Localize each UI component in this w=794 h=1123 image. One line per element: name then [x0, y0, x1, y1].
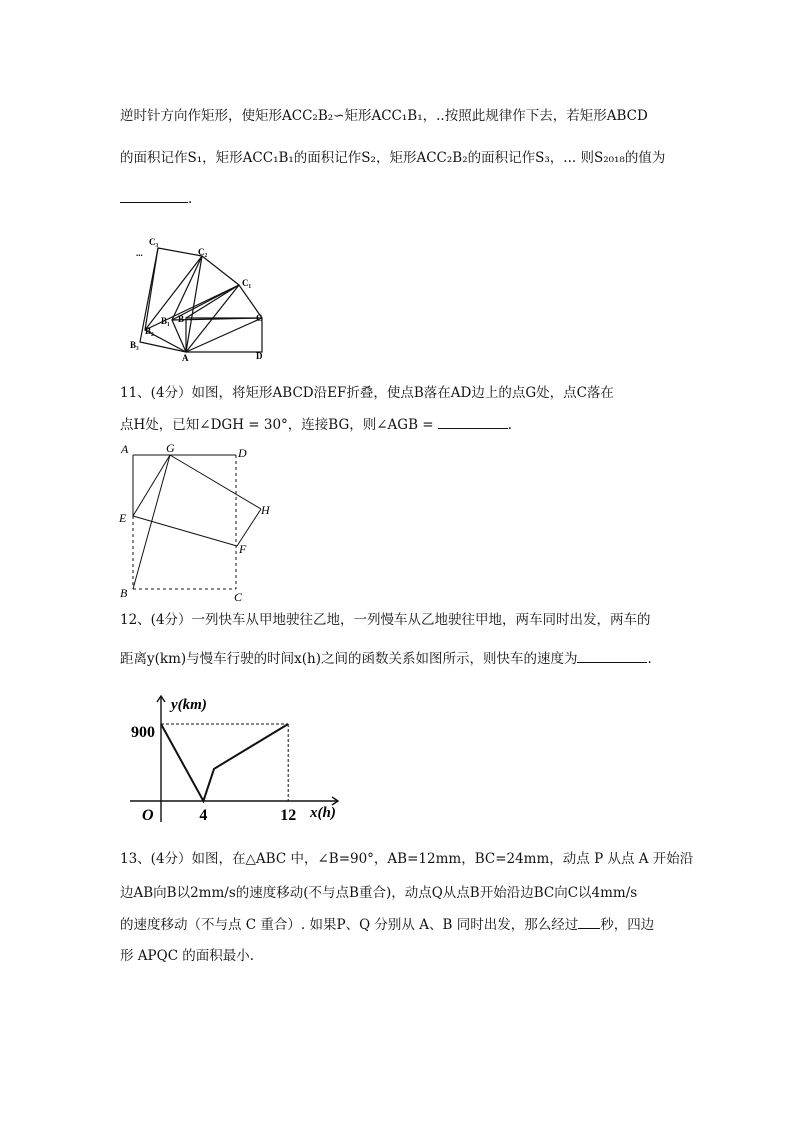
series-line — [161, 724, 288, 801]
x-axis-label: x(h) — [310, 805, 336, 821]
q11-period: . — [507, 417, 512, 433]
label-e: E — [119, 511, 127, 525]
seg-a-c — [186, 318, 262, 352]
chart-axes — [130, 696, 338, 822]
origin-label: O — [142, 807, 154, 824]
label-c1: C₁ — [242, 278, 252, 288]
q12-period: . — [647, 651, 652, 667]
q11-line2-text: 点H处，已知∠DGH = 30°，连接BG，则∠AGB = — [120, 417, 434, 433]
q10-text-line3 — [120, 188, 192, 209]
chart-series — [161, 724, 288, 801]
q13-text-line1: 13、(4分）如图，在△ABC 中，∠B=90°，AB=12mm，BC=24mm，动点 P 从点 A 开始沿 — [120, 851, 694, 867]
seg-b2-c2 — [145, 248, 158, 330]
label-c: C — [256, 313, 263, 323]
q10-period: . — [188, 191, 193, 207]
q13-text-line3 — [120, 914, 654, 935]
y-tick-900: 900 — [131, 724, 155, 741]
label-f: F — [239, 542, 247, 556]
q13-line3-text: 的速度移动（不与点 C 重合）. 如果P、Q 分别从 A、B 同时出发，那么经过 — [120, 917, 579, 933]
q13-text-line2: 边AB向B以2mm/s的速度移动(不与点B重合)，动点Q从点B开始沿边BC向C以4mm/s — [120, 885, 638, 901]
x-tick-4: 4 — [199, 807, 208, 824]
q13-text-line4: 形 APQC 的面积最小. — [120, 948, 255, 964]
label-c: C — [234, 590, 243, 602]
q10-rotating-rectangles-figure — [128, 234, 278, 364]
fold-eg — [133, 455, 170, 516]
q11-folded-rectangle-figure — [116, 440, 286, 602]
fold-gh — [170, 455, 261, 509]
answer-blank[interactable] — [578, 914, 600, 929]
q12-text-line2 — [120, 648, 652, 669]
label-d: D — [256, 351, 263, 361]
q12-distance-time-chart — [120, 690, 350, 830]
seg-b1-c1 — [145, 285, 239, 330]
label-b1: B₁ — [161, 316, 170, 326]
label-d: D — [238, 446, 247, 460]
label-dots: ... — [136, 248, 143, 258]
q10-text-line1: 逆时针方向作矩形，使矩形ACC₂B₂∽矩形ACC₁B₁，..按照此规律作下去，若矩形ABCD — [120, 108, 648, 124]
seg-bg — [133, 455, 170, 589]
q11-text-line2 — [120, 414, 512, 435]
q10-text-line2: 的面积记作S₁，矩形ACC₁B₁的面积记作S₂，矩形ACC₂B₂的面积记作S₃，... 则S₂₀₁₈的值为 — [120, 150, 666, 166]
label-c2: C₂ — [198, 247, 208, 257]
q12-text-line1: 12、(4分）一列快车从甲地驶往乙地，一列慢车从乙地驶往甲地，两车同时出发，两车的 — [120, 612, 651, 628]
answer-blank[interactable] — [120, 188, 188, 203]
label-b: B — [178, 314, 185, 324]
label-a: A — [182, 353, 189, 363]
q13-line3-post: 秒，四边 — [600, 917, 655, 933]
label-g: G — [166, 441, 175, 455]
q12-line2-text: 距离y(km)与慢车行驶的时间x(h)之间的函数关系如图所示，则快车的速度为 — [120, 651, 578, 667]
answer-blank[interactable] — [577, 648, 647, 663]
y-axis-label: y(km) — [171, 697, 207, 713]
label-c3: C₃ — [149, 237, 159, 247]
fold-hf — [237, 509, 261, 546]
chart-labels — [131, 697, 336, 824]
rect-acc2b2 — [145, 256, 239, 352]
label-b3: B₃ — [130, 340, 139, 350]
label-h: H — [261, 503, 270, 517]
label-a: A — [121, 442, 129, 456]
x-tick-12: 12 — [280, 807, 297, 824]
label-b: B — [120, 586, 128, 600]
answer-blank[interactable] — [438, 414, 508, 429]
q11-text-line1: 11、(4分）如图，将矩形ABCD沿EF折叠，使点B落在AD边上的点G处，点C落在 — [120, 385, 614, 401]
label-b2: B₂ — [145, 326, 154, 336]
